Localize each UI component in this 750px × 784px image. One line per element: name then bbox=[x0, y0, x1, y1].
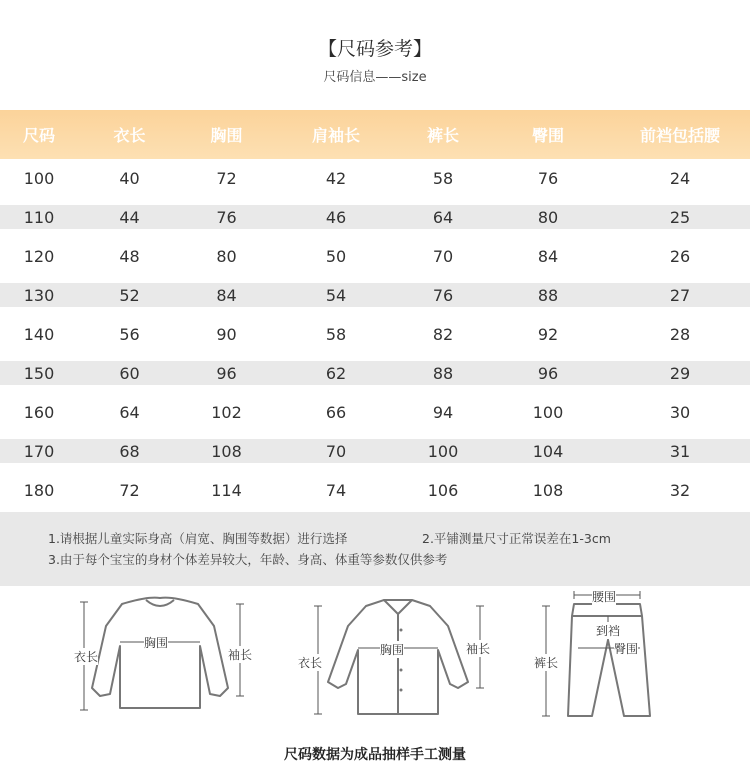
table-cell: 84 bbox=[216, 285, 237, 305]
table-cell: 180 bbox=[23, 481, 55, 500]
table-cell: 44 bbox=[119, 207, 140, 227]
table-cell: 114 bbox=[211, 481, 242, 500]
column-header: 胸围 bbox=[210, 126, 243, 145]
table-cell: 96 bbox=[537, 363, 559, 383]
shirt-diagram bbox=[288, 590, 508, 720]
table-cell: 68 bbox=[119, 441, 140, 461]
table-cell: 58 bbox=[325, 325, 347, 344]
table-cell: 170 bbox=[23, 441, 55, 461]
table-cell: 90 bbox=[216, 325, 237, 344]
page-subtitle: 尺码信息——size bbox=[323, 70, 427, 85]
table-row bbox=[0, 159, 750, 198]
table-cell: 72 bbox=[119, 481, 140, 500]
footer-note: 尺码数据为成品抽样手工测量 bbox=[284, 747, 466, 763]
note-3: 3.由于每个宝宝的身材个体差异较大，年龄、身高、体重等参数仅供参考 bbox=[48, 552, 448, 567]
table-cell: 102 bbox=[211, 403, 242, 422]
table-row bbox=[0, 315, 750, 354]
table-row bbox=[0, 237, 750, 276]
table-cell: 31 bbox=[669, 441, 691, 461]
table-cell: 88 bbox=[537, 285, 559, 305]
table-cell: 108 bbox=[211, 441, 242, 461]
pants-hip-label: 臀围 bbox=[614, 642, 639, 656]
table-cell: 80 bbox=[216, 247, 237, 266]
column-header: 前裆包括腰 bbox=[639, 126, 720, 145]
pants-diagram bbox=[528, 590, 668, 720]
table-cell: 70 bbox=[432, 247, 454, 266]
table-cell: 140 bbox=[23, 325, 55, 344]
table-cell: 100 bbox=[532, 403, 564, 422]
note-1: 1.请根据儿童实际身高（肩宽、胸围等数据）进行选择 bbox=[48, 531, 348, 546]
table-row bbox=[0, 361, 750, 385]
table-cell: 48 bbox=[119, 247, 140, 266]
column-header: 衣长 bbox=[113, 126, 146, 145]
table-cell: 46 bbox=[325, 207, 347, 227]
column-header: 臀围 bbox=[531, 126, 564, 145]
table-cell: 64 bbox=[432, 207, 454, 227]
table-cell: 42 bbox=[325, 169, 347, 188]
pants-length-label: 裤长 bbox=[534, 656, 559, 670]
table-cell: 76 bbox=[432, 285, 454, 305]
table-cell: 26 bbox=[669, 247, 691, 266]
table-cell: 24 bbox=[669, 169, 691, 188]
size-table bbox=[0, 110, 750, 510]
table-cell: 29 bbox=[669, 363, 691, 383]
table-cell: 70 bbox=[325, 441, 347, 461]
notes-box bbox=[0, 512, 750, 586]
page-title: 【尺码参考】 bbox=[317, 38, 432, 60]
table-cell: 130 bbox=[23, 285, 55, 305]
table-cell: 94 bbox=[432, 403, 454, 422]
table-cell: 66 bbox=[325, 403, 347, 422]
table-cell: 60 bbox=[119, 363, 140, 383]
table-cell: 110 bbox=[23, 207, 55, 227]
table-cell: 108 bbox=[532, 481, 564, 500]
table-row bbox=[0, 471, 750, 510]
table-row bbox=[0, 283, 750, 307]
sweater-diagram bbox=[60, 590, 270, 720]
table-cell: 106 bbox=[427, 481, 459, 500]
table-cell: 64 bbox=[119, 403, 140, 422]
table-cell: 92 bbox=[537, 325, 559, 344]
table-row bbox=[0, 439, 750, 463]
table-cell: 25 bbox=[669, 207, 691, 227]
sweater-chest-label: 胸围 bbox=[144, 636, 169, 650]
table-cell: 52 bbox=[119, 285, 140, 305]
table-cell: 160 bbox=[23, 403, 55, 422]
table-cell: 100 bbox=[23, 169, 55, 188]
table-cell: 54 bbox=[325, 285, 347, 305]
pants-rise-label: 到裆 bbox=[596, 624, 621, 638]
table-cell: 96 bbox=[216, 363, 237, 383]
sweater-length-label: 衣长 bbox=[74, 650, 99, 664]
table-cell: 50 bbox=[325, 247, 347, 266]
table-cell: 56 bbox=[119, 325, 140, 344]
table-body bbox=[0, 159, 750, 510]
table-cell: 120 bbox=[23, 247, 55, 266]
shirt-chest-label: 胸围 bbox=[380, 643, 405, 657]
table-cell: 88 bbox=[432, 363, 454, 383]
table-cell: 76 bbox=[537, 169, 559, 188]
table-cell: 72 bbox=[216, 169, 237, 188]
table-cell: 100 bbox=[427, 441, 459, 461]
table-row bbox=[0, 205, 750, 229]
table-row bbox=[0, 393, 750, 432]
column-header: 肩袖长 bbox=[311, 126, 360, 145]
column-header: 裤长 bbox=[426, 126, 459, 145]
table-cell: 150 bbox=[23, 363, 55, 383]
table-cell: 84 bbox=[537, 247, 559, 266]
table-header-row bbox=[0, 110, 750, 159]
shirt-length-label: 衣长 bbox=[298, 656, 323, 670]
shirt-sleeve-label: 袖长 bbox=[466, 642, 491, 656]
sweater-sleeve-label: 袖长 bbox=[228, 648, 253, 662]
table-cell: 104 bbox=[532, 441, 564, 461]
table-cell: 62 bbox=[325, 363, 347, 383]
table-cell: 76 bbox=[216, 207, 237, 227]
table-cell: 32 bbox=[669, 481, 691, 500]
note-2: 2.平铺测量尺寸正常误差在1-3cm bbox=[422, 531, 611, 546]
table-cell: 82 bbox=[432, 325, 454, 344]
pants-waist-label: 腰围 bbox=[592, 590, 617, 604]
table-cell: 30 bbox=[669, 403, 691, 422]
table-cell: 27 bbox=[669, 285, 691, 305]
table-cell: 28 bbox=[669, 325, 691, 344]
table-cell: 40 bbox=[119, 169, 140, 188]
table-cell: 80 bbox=[537, 207, 559, 227]
column-header: 尺码 bbox=[22, 126, 55, 145]
table-cell: 74 bbox=[325, 481, 347, 500]
table-cell: 58 bbox=[432, 169, 454, 188]
